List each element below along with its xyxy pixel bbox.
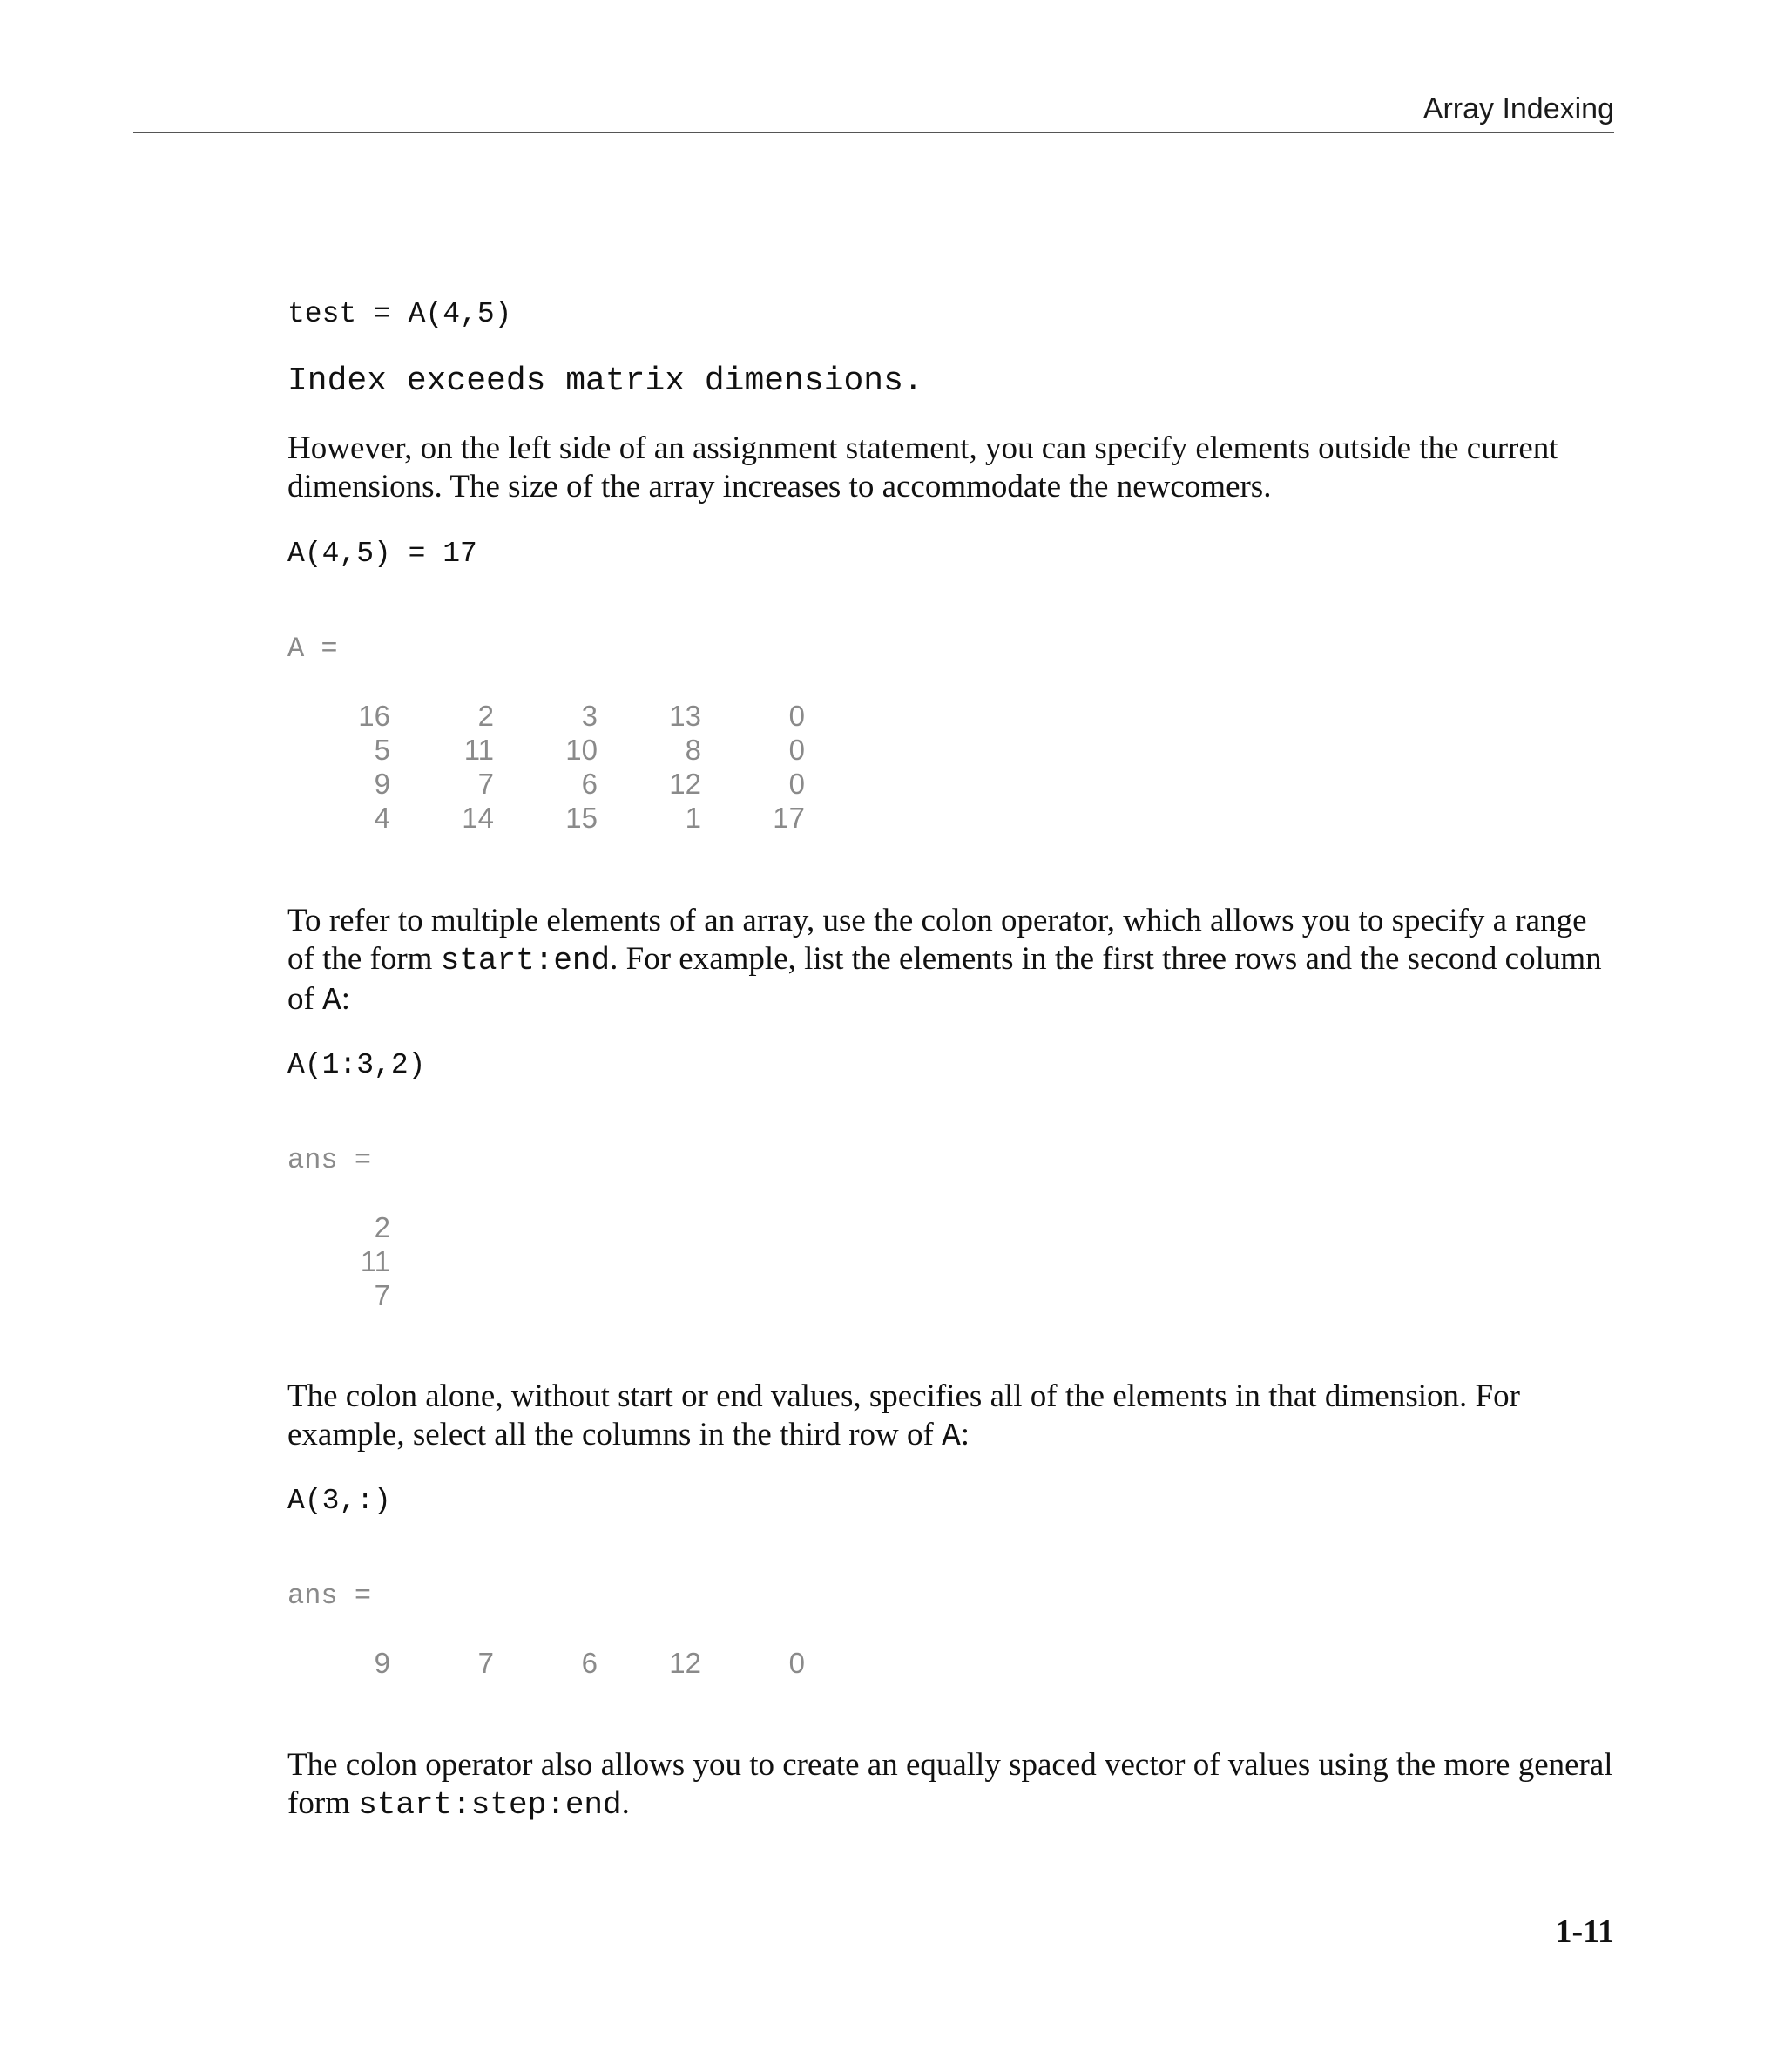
matrix-row [287, 1210, 390, 1244]
output-ans2-label: ans = [287, 1580, 372, 1612]
matrix-row [287, 1646, 805, 1680]
paragraph-colon-step [287, 1746, 1620, 1825]
header-rule [133, 132, 1614, 133]
matrix-cell: 7 [374, 1279, 390, 1311]
matrix-cell: 10 [565, 734, 598, 766]
matrix-cell: 2 [374, 1211, 390, 1243]
ans1-output [287, 1210, 390, 1312]
code-row-command: A(3,:) [287, 1485, 391, 1517]
matrix-cell: 12 [669, 768, 701, 800]
matrix-cell: 4 [374, 802, 390, 834]
matrix-cell: 0 [788, 1647, 805, 1679]
matrix-cell: 9 [374, 1647, 390, 1679]
output-ans1-label: ans = [287, 1144, 372, 1176]
inline-code-start-step-end: start:step:end [358, 1787, 622, 1823]
matrix-cell: 0 [788, 768, 805, 800]
matrix-cell: 0 [788, 700, 805, 732]
matrix-row [287, 733, 805, 767]
matrix-row [287, 801, 805, 835]
matrix-cell: 11 [360, 1245, 390, 1277]
matrix-cell: 2 [477, 700, 494, 732]
code-test-command: test = A(4,5) [287, 298, 512, 330]
section-title: Array Indexing [1422, 92, 1614, 125]
output-a-label: A = [287, 633, 338, 665]
matrix-row [287, 1244, 390, 1278]
matrix-cell: 6 [581, 768, 598, 800]
matrix-cell: 6 [581, 1647, 598, 1679]
matrix-cell: 13 [669, 700, 701, 732]
paragraph-text: . [621, 1785, 630, 1821]
matrix-cell: 1 [685, 802, 701, 834]
matrix-cell: 8 [685, 734, 701, 766]
paragraph-assignment: However, on the left side of an assignment statement, you can specify elements outside the current dimensions. The size of the array increases to accommodate the newcomers. [287, 430, 1558, 504]
matrix-cell: 0 [788, 734, 805, 766]
code-assign-command: A(4,5) = 17 [287, 538, 477, 570]
paragraph-text: : [960, 1417, 970, 1452]
matrix-row [287, 1278, 390, 1312]
paragraph-colon-alone [287, 1378, 1620, 1456]
matrix-cell: 15 [565, 802, 598, 834]
matrix-row [287, 767, 805, 801]
inline-code-a: A [322, 983, 341, 1019]
page-number: 1-11 [1555, 1913, 1614, 1950]
inline-code-start-end: start:end [440, 943, 611, 978]
matrix-cell: 7 [477, 768, 494, 800]
matrix-cell: 12 [669, 1647, 701, 1679]
paragraph-text: To refer to multiple elements of an array, use the colon operator, which allows you to specify a range of the form [287, 903, 1587, 977]
matrix-cell: 14 [462, 802, 494, 834]
matrix-row [287, 699, 805, 733]
ans2-output [287, 1646, 805, 1680]
paragraph-text: The colon operator also allows you to create an equally spaced vector of values using the more general form [287, 1747, 1613, 1821]
matrix-cell: 5 [374, 734, 390, 766]
matrix-cell: 9 [374, 768, 390, 800]
error-message: Index exceeds matrix dimensions. [287, 362, 923, 400]
matrix-cell: 16 [358, 700, 390, 732]
matrix-cell: 17 [773, 802, 805, 834]
matrix-cell: 11 [463, 734, 494, 766]
paragraph-colon-range [287, 902, 1620, 1020]
paragraph-text: The colon alone, without start or end values, specifies all of the elements in that dimension. For example, select all the columns in the third row of [287, 1378, 1520, 1452]
matrix-cell: 3 [581, 700, 598, 732]
paragraph-text: : [341, 981, 350, 1017]
code-column-command: A(1:3,2) [287, 1049, 426, 1081]
inline-code-a: A [942, 1419, 961, 1454]
matrix-cell: 7 [477, 1647, 494, 1679]
matrix-a-output [287, 699, 805, 835]
paragraph-text: . For example, list the elements in the first three rows and the second column of [287, 941, 1602, 1017]
